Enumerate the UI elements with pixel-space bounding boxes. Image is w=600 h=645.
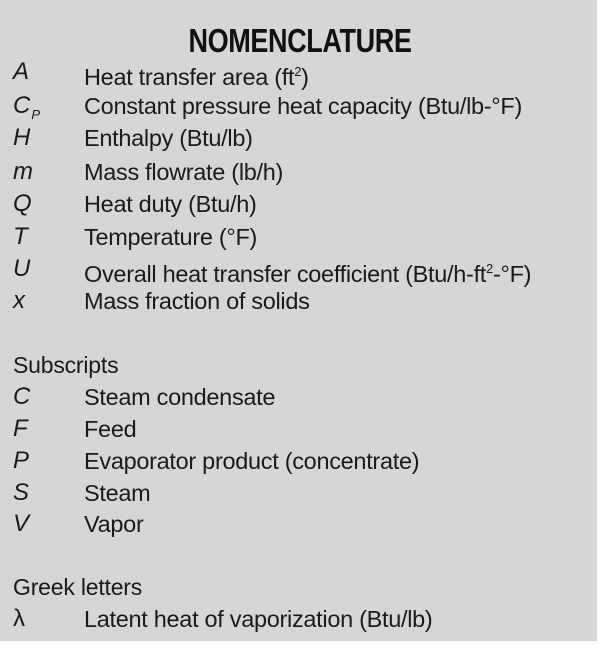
description: Mass fraction of solids xyxy=(84,288,310,314)
nomenclature-row-u xyxy=(0,253,600,285)
symbol: $C_P$ xyxy=(13,92,41,122)
nomenclature-row-m xyxy=(0,156,600,188)
nomenclature-row-h xyxy=(0,122,600,154)
symbol: F xyxy=(13,415,28,442)
symbol: T xyxy=(13,223,28,250)
subscript-row-p xyxy=(0,445,600,477)
subscript-row-v xyxy=(0,508,600,540)
greek-letters-heading: Greek letters xyxy=(13,574,143,600)
lambda-symbol: λ xyxy=(13,605,25,632)
description: Heat duty (Btu/h) xyxy=(84,191,257,217)
symbol: A xyxy=(13,58,30,85)
symbol: Q xyxy=(13,190,32,217)
symbol: x xyxy=(13,287,25,314)
symbol: P xyxy=(13,447,30,474)
description: Heat transfer area $(ft^2)$ xyxy=(84,64,309,90)
description: Feed xyxy=(84,416,137,442)
subscript-row-c xyxy=(0,381,600,413)
nomenclature-row-a xyxy=(0,56,600,88)
symbol: C xyxy=(13,383,31,410)
description: Steam condensate xyxy=(84,384,276,410)
page-title: NOMENCLATURE xyxy=(188,22,412,59)
subscripts-heading: Subscripts xyxy=(13,352,119,378)
description: Evaporator product (concentrate) xyxy=(84,448,420,474)
description: Mass flowrate (lb/h) xyxy=(84,159,284,185)
description: Steam xyxy=(84,480,151,506)
symbol: V xyxy=(13,510,30,537)
description: Constant pressure heat capacity (Btu/lb-°F) xyxy=(84,93,522,119)
description: Overall heat transfer coefficient $(Btu/h-ft^2-^\circ F)$ xyxy=(84,261,532,287)
nomenclature-row-q xyxy=(0,188,600,220)
symbol: H xyxy=(13,124,31,151)
subscript-row-s xyxy=(0,477,600,509)
description: Latent heat of vaporization (Btu/lb) xyxy=(84,606,433,632)
description: Enthalpy (Btu/lb) xyxy=(84,125,253,151)
nomenclature-row-x xyxy=(0,285,600,317)
symbol: m xyxy=(13,158,33,185)
description: Vapor xyxy=(84,511,144,537)
symbol: S xyxy=(13,479,30,506)
subscript-row-f xyxy=(0,413,600,445)
description: Temperature (°F) xyxy=(84,224,258,250)
greek-row-lambda xyxy=(0,603,600,635)
nomenclature-row-t xyxy=(0,221,600,253)
symbol: U xyxy=(13,255,31,282)
nomenclature-row-cp xyxy=(0,90,600,122)
